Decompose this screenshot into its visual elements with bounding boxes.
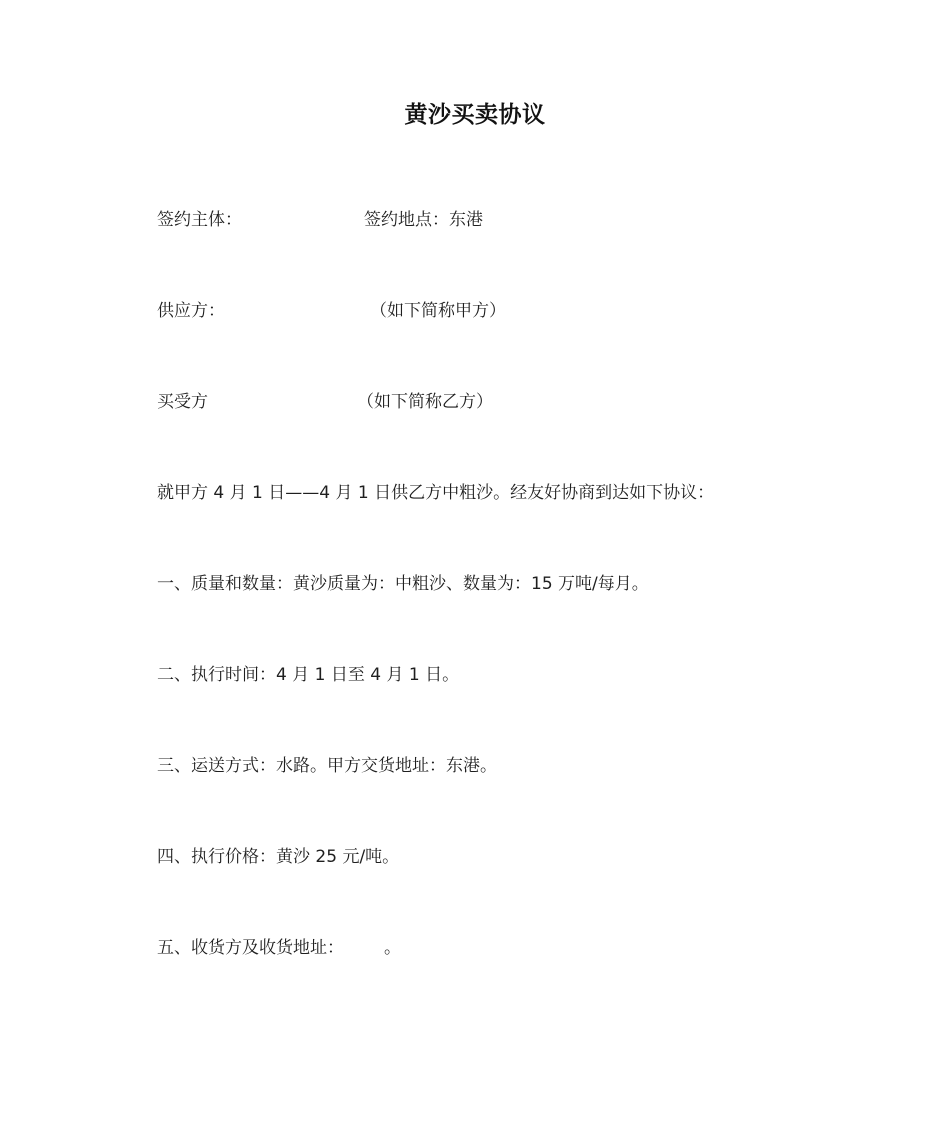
signing-subject-label: 签约主体： [157, 210, 242, 230]
clause-quality-quantity: 一、质量和数量：黄沙质量为：中粗沙、数量为：15 万吨/每月。 [157, 574, 649, 594]
buyer-alias: （如下简称乙方） [357, 392, 493, 412]
clause-receiver-label: 五、收货方及收货地址： [157, 938, 344, 958]
intro-paragraph: 就甲方 4 月 1 日——4 月 1 日供乙方中粗沙。经友好协商到达如下协议： [157, 483, 715, 503]
clause-shipping-method: 三、运送方式：水路。甲方交货地址：东港。 [157, 756, 497, 776]
signing-location: 签约地点：东港 [364, 210, 483, 230]
signing-line [157, 208, 757, 232]
supplier-line [157, 299, 757, 323]
clause-execution-time: 二、执行时间：4 月 1 日至 4 月 1 日。 [157, 665, 460, 685]
clause-price: 四、执行价格：黄沙 25 元/吨。 [157, 847, 400, 867]
buyer-line [157, 390, 757, 414]
clause-receiver [157, 936, 401, 960]
clause-receiver-end: 。 [384, 938, 401, 958]
page-title: 黄沙买卖协议 [404, 102, 546, 128]
supplier-alias: （如下简称甲方） [370, 301, 506, 321]
supplier-label: 供应方： [157, 301, 225, 321]
buyer-label: 买受方 [157, 392, 208, 412]
